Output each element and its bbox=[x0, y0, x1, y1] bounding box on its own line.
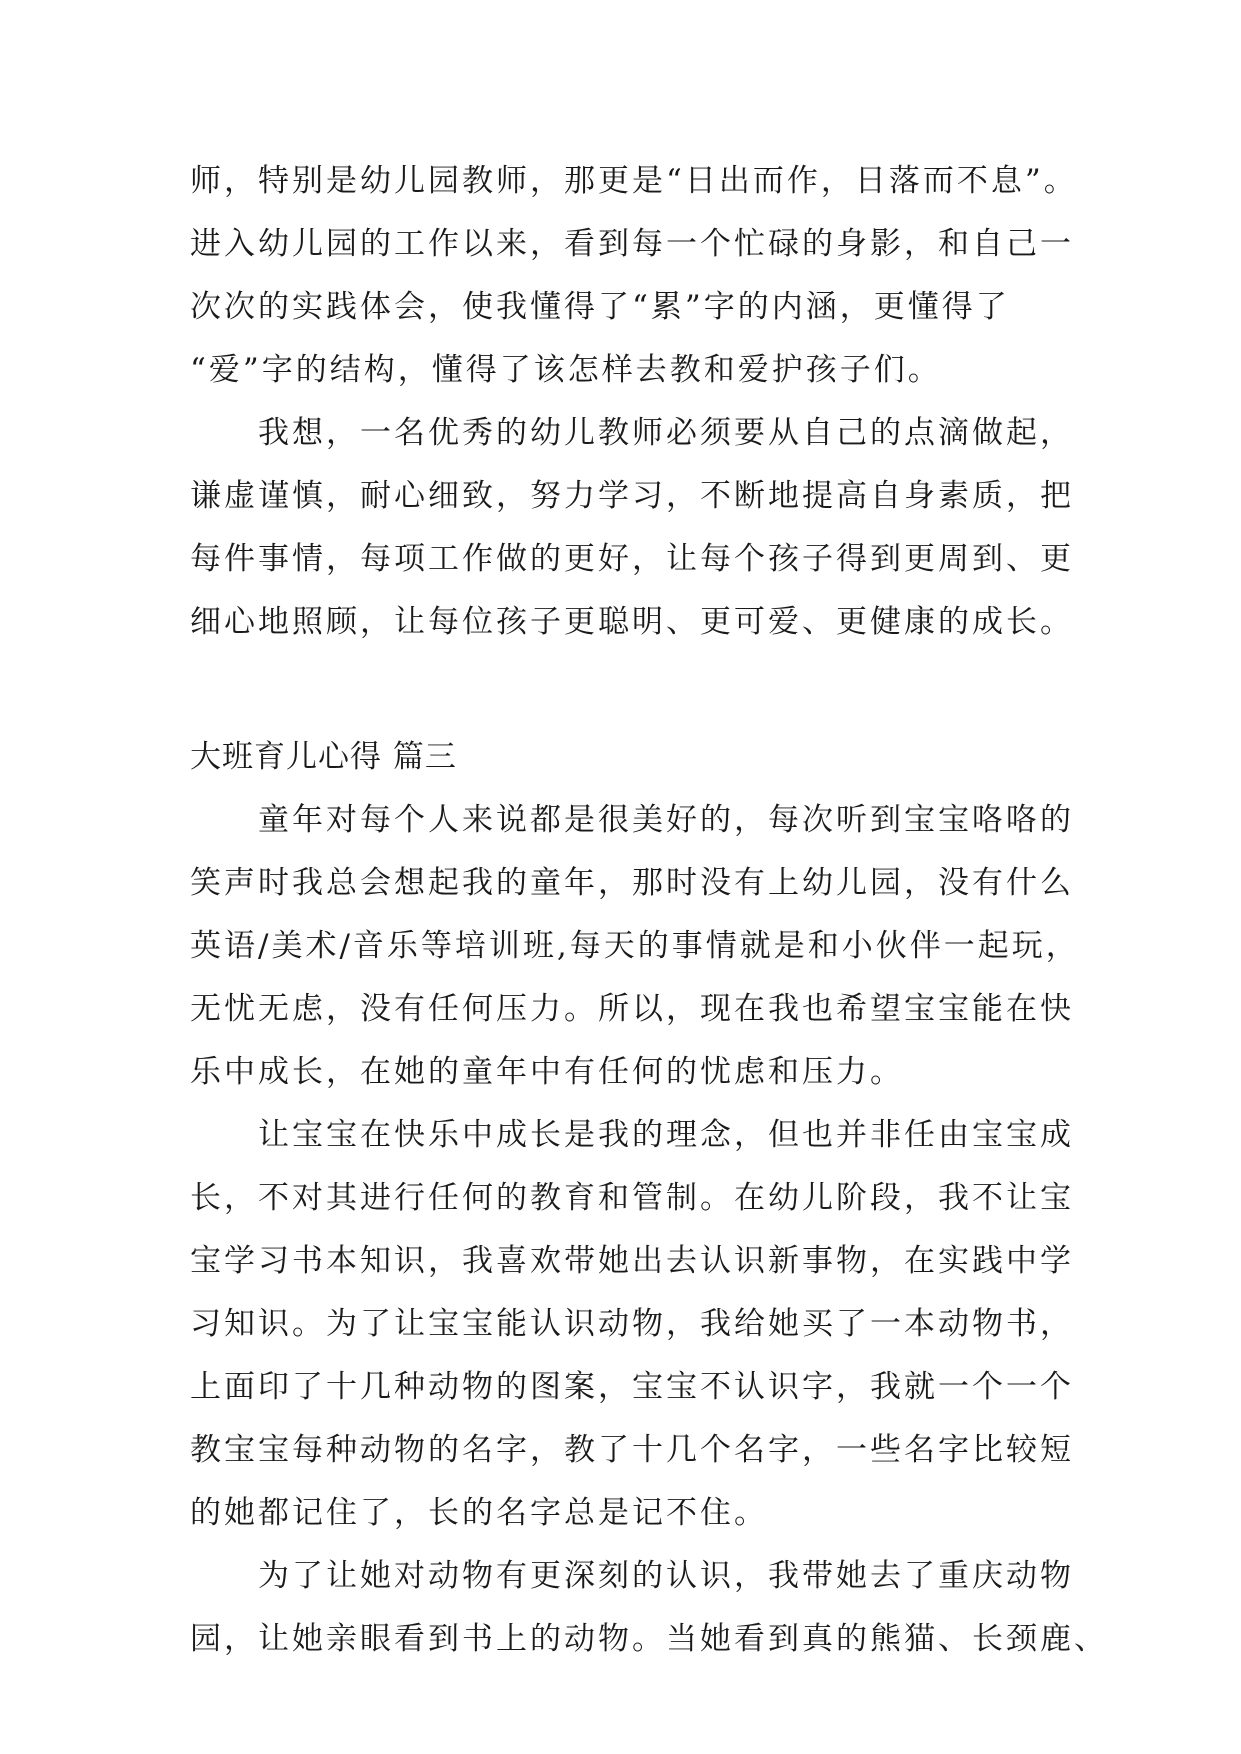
text-line: 宝学习书本知识，我喜欢带她出去认识新事物，在实践中学 bbox=[190, 1243, 1074, 1279]
paragraph bbox=[190, 789, 1080, 1104]
paragraph bbox=[190, 1104, 1074, 1545]
text-line: 的她都记住了，长的名字总是记不住。 bbox=[190, 1495, 768, 1531]
text-line: 园，让她亲眼看到书上的动物。当她看到真的熊猫、长颈鹿、 bbox=[190, 1621, 1108, 1657]
document-page bbox=[190, 150, 1108, 1671]
paragraph bbox=[190, 402, 1074, 654]
text-line: 细心地照顾，让每位孩子更聪明、更可爱、更健康的成长。 bbox=[190, 604, 1074, 640]
text-line: 次次的实践体会，使我懂得了“累”字的内涵，更懂得了 bbox=[190, 289, 1010, 325]
text-line: 童年对每个人来说都是很美好的，每次听到宝宝咯咯的 bbox=[258, 802, 1074, 838]
text-line: 上面印了十几种动物的图案，宝宝不认识字，我就一个一个 bbox=[190, 1369, 1074, 1405]
text-line: 每件事情，每项工作做的更好，让每个孩子得到更周到、更 bbox=[190, 541, 1074, 577]
text-line: “爱”字的结构，懂得了该怎样去教和爱护孩子们。 bbox=[190, 352, 942, 388]
text-line: 我想，一名优秀的幼儿教师必须要从自己的点滴做起， bbox=[258, 415, 1074, 451]
text-line: 英语/美术/音乐等培训班,每天的事情就是和小伙伴一起玩， bbox=[190, 928, 1080, 964]
text-line: 长，不对其进行任何的教育和管制。在幼儿阶段，我不让宝 bbox=[190, 1180, 1074, 1216]
text-line: 谦虚谨慎，耐心细致，努力学习，不断地提高自身素质，把 bbox=[190, 478, 1074, 514]
section-heading: 大班育儿心得 篇三 bbox=[190, 739, 457, 775]
text-line: 乐中成长，在她的童年中有任何的忧虑和压力。 bbox=[190, 1054, 904, 1090]
text-line: 教宝宝每种动物的名字，教了十几个名字，一些名字比较短 bbox=[190, 1432, 1074, 1468]
text-line: 师，特别是幼儿园教师，那更是“日出而作，日落而不息”。 bbox=[190, 163, 1078, 199]
text-line: 进入幼儿园的工作以来，看到每一个忙碌的身影，和自己一 bbox=[190, 226, 1074, 262]
section-spacer bbox=[190, 654, 1070, 726]
text-line: 让宝宝在快乐中成长是我的理念，但也并非任由宝宝成 bbox=[258, 1117, 1074, 1153]
text-line: 为了让她对动物有更深刻的认识，我带她去了重庆动物 bbox=[258, 1558, 1074, 1594]
paragraph bbox=[190, 1545, 1108, 1671]
text-line: 无忧无虑，没有任何压力。所以，现在我也希望宝宝能在快 bbox=[190, 991, 1074, 1027]
text-line: 笑声时我总会想起我的童年，那时没有上幼儿园，没有什么 bbox=[190, 865, 1074, 901]
text-line: 习知识。为了让宝宝能认识动物，我给她买了一本动物书， bbox=[190, 1306, 1074, 1342]
paragraph bbox=[190, 150, 1078, 402]
